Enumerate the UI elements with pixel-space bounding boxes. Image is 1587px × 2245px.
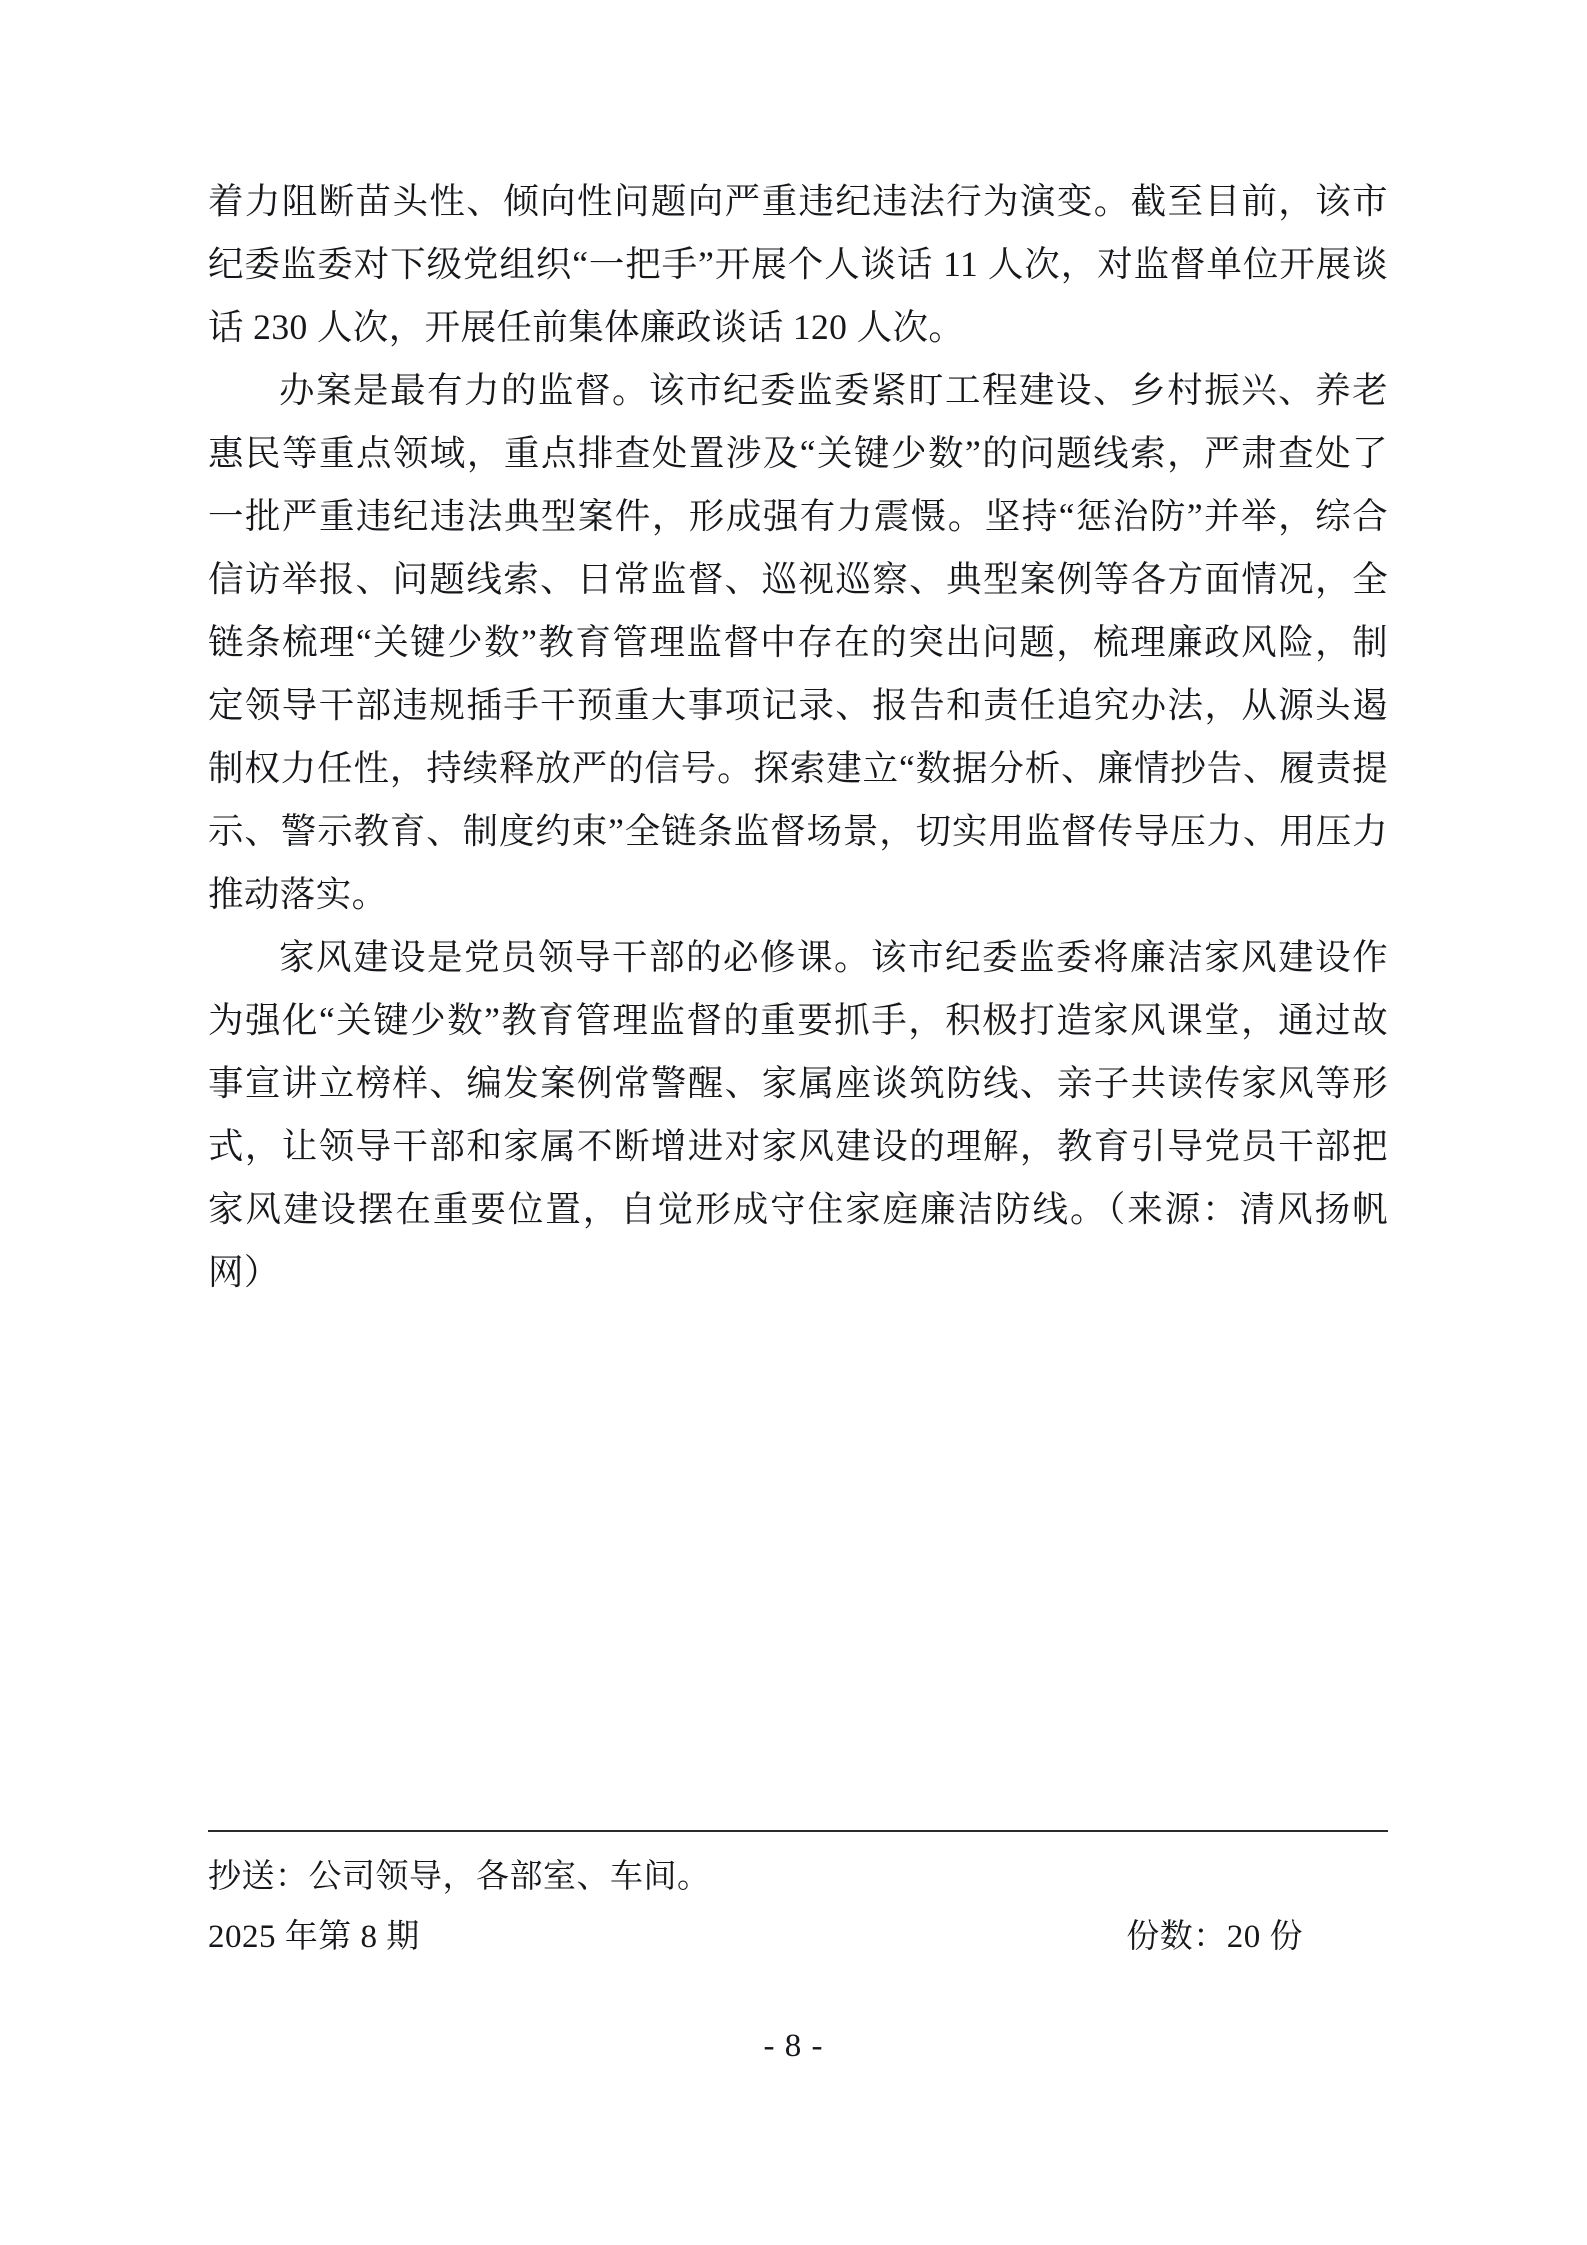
issue-label: 2025 年第 8 期 (208, 1919, 420, 1955)
paragraph-2: 办案是最有力的监督。该市纪委监委紧盯工程建设、乡村振兴、养老惠民等重点领域，重点排查处置涉及“关键少数”的问题线索，严肃查处了一批严重违纪违法典型案件，形成强有力震慑。坚持“惩治防”并举，综合信访举报、问题线索、日常监督、巡视巡察、典型案例等各方面情况，全链条梳理“关键少数”教育管理监督中存在的突出问题，梳理廉政风险，制定领导干部违规插手干预重大事项记录、报告和责任追究办法，从源头遏制权力任性，持续释放严的信号。探索建立“数据分析、廉情抄告、履责提示、警示教育、制度约束”全链条监督场景，切实用监督传导压力、用压力推动落实。 (208, 370, 1388, 914)
document-body (208, 170, 1388, 1304)
footer-divider (208, 1830, 1388, 1832)
footer-row (208, 1910, 1388, 1964)
paragraph-3: 家风建设是党员领导干部的必修课。该市纪委监委将廉洁家风建设作为强化“关键少数”教育管理监督的重要抓手，积极打造家风课堂，通过故事宣讲立榜样、编发案例常警醒、家属座谈筑防线、亲子共读传家风等形式，让领导干部和家属不断增进对家风建设的理解，教育引导党员干部把家风建设摆在重要位置，自觉形成守住家庭廉洁防线。（来源：清风扬帆网） (208, 937, 1388, 1292)
copies-label: 份数：20 份 (1126, 1919, 1303, 1955)
paragraph-1: 着力阻断苗头性、倾向性问题向严重违纪违法行为演变。截至目前，该市纪委监委对下级党组织“一把手”开展个人谈话 11 人次，对监督单位开展谈话 230 人次，开展任前集体廉政谈话 120 人次。 (208, 181, 1388, 347)
document-footer (208, 1830, 1388, 1964)
distribution-line: 抄送：公司领导，各部室、车间。 (208, 1859, 711, 1895)
page-number: - 8 - (763, 2028, 824, 2064)
